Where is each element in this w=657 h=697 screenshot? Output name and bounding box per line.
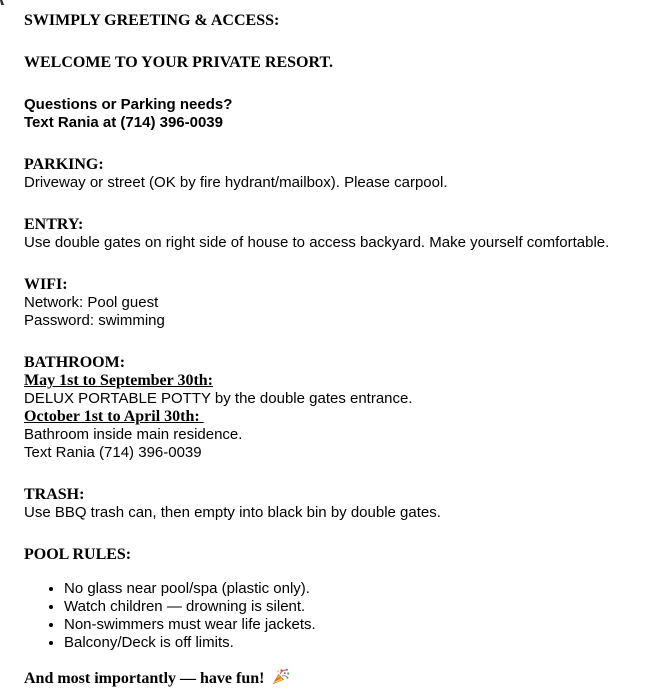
parking-heading: PARKING: bbox=[24, 156, 104, 173]
contact-question: Questions or Parking needs? bbox=[24, 96, 233, 113]
wifi-password: Password: swimming bbox=[24, 312, 165, 329]
entry-body: Use double gates on right side of house to access backyard. Make yourself comfortable. bbox=[24, 234, 610, 251]
section-entry bbox=[24, 216, 651, 252]
pool-rule-item: • Balcony/Deck is off limits. bbox=[64, 634, 651, 652]
section-bathroom bbox=[24, 354, 651, 462]
closing-line bbox=[24, 668, 651, 690]
parking-body: Driveway or street (OK by fire hydrant/mailbox). Please carpool. bbox=[24, 174, 448, 191]
entry-heading: ENTRY: bbox=[24, 216, 84, 233]
contact-phone: Text Rania at (714) 396-0039 bbox=[24, 114, 223, 131]
welcome-line bbox=[24, 54, 651, 72]
section-pool-rules bbox=[24, 546, 651, 564]
closing-text: And most importantly — have fun! bbox=[24, 670, 265, 687]
bathroom-summer-info: DELUX PORTABLE POTTY by the double gates entrance. bbox=[24, 390, 413, 407]
pool-rule-item: • No glass near pool/spa (plastic only). bbox=[64, 580, 651, 598]
pool-rule-item: • Non-swimmers must wear life jackets. bbox=[64, 616, 651, 634]
party-popper-icon bbox=[272, 668, 290, 690]
bathroom-summer-dates: May 1st to September 30th: bbox=[24, 372, 214, 389]
section-parking bbox=[24, 156, 651, 192]
section-trash bbox=[24, 486, 651, 522]
bathroom-contact: Text Rania (714) 396-0039 bbox=[24, 444, 202, 461]
document-title bbox=[24, 12, 651, 30]
document-title-text: SWIMPLY GREETING & ACCESS: bbox=[24, 12, 280, 29]
pool-rules-list bbox=[24, 580, 651, 652]
wifi-heading: WIFI: bbox=[24, 276, 68, 293]
bathroom-winter-dates: October 1st to April 30th: bbox=[24, 408, 204, 425]
section-wifi bbox=[24, 276, 651, 330]
wifi-network: Network: Pool guest bbox=[24, 294, 159, 311]
pool-rules-heading: POOL RULES: bbox=[24, 546, 132, 563]
screenshot-corner-artifact bbox=[0, 0, 4, 5]
pool-rule-item: • Watch children — drowning is silent. bbox=[64, 598, 651, 616]
contact-note bbox=[24, 96, 651, 132]
bathroom-winter-info: Bathroom inside main residence. bbox=[24, 426, 243, 443]
trash-heading: TRASH: bbox=[24, 486, 85, 503]
trash-body: Use BBQ trash can, then empty into black bin by double gates. bbox=[24, 504, 441, 521]
bathroom-heading: BATHROOM: bbox=[24, 354, 126, 371]
welcome-text: WELCOME TO YOUR PRIVATE RESORT. bbox=[24, 54, 333, 71]
